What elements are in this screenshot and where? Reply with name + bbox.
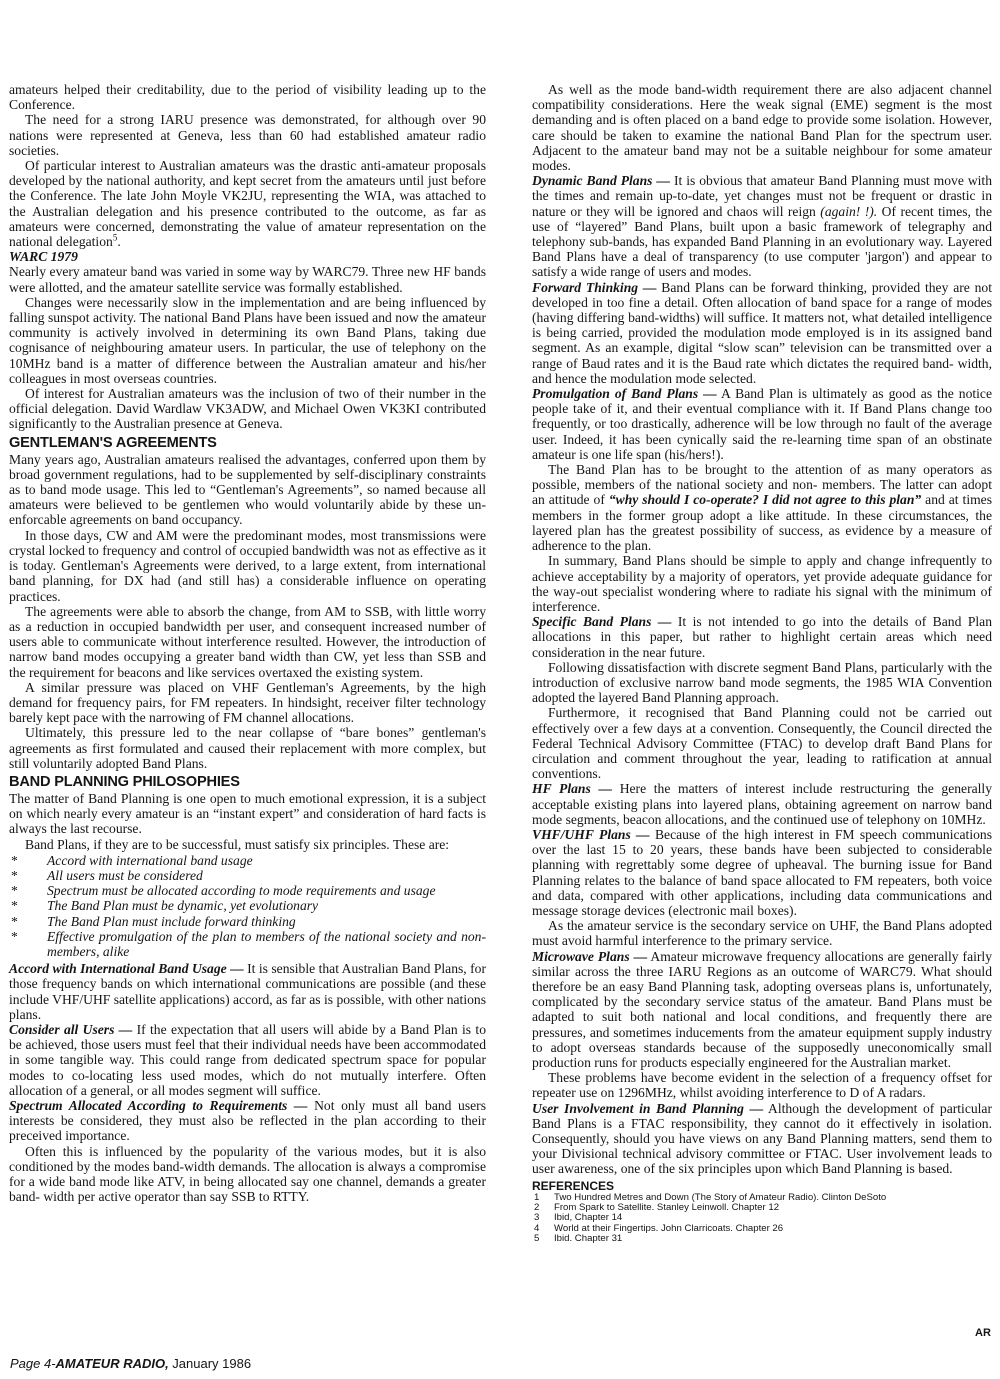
reference-item: 2 From Spark to Satellite. Stanley Leinwoll. Chapter 12 [534,1202,780,1214]
paragraph: HF Plans — Here the matters of interest include restructuring the generally acceptable existing plans into layered plans, obtaining agreement on narrow band mode segments, beacon allocations, and the continued use of telephony on 10MHz. [532,781,992,827]
reference-item: 5 Ibid. Chapter 31 [534,1233,623,1245]
paragraph: Microwave Plans — Amateur microwave frequency allocations are generally fairly similar across the three IARU Regions as an outcome of WARC79. What should therefore be an easy Band Planning task, adopting overseas plans is, unfortunately, complicated by the secondary service status of the amateur. Band Plans must be adapted to suit both national and local conditions, and frequently there are pressures, and sometimes inducements from the amateur equipment supply industry to adopt overseas standards because of the supposedly uneconomically small production runs for products especially engineered for the Australian market. [532,948,992,1070]
paragraph: Ultimately, this pressure led to the near collapse of “bare bones” gentleman's agreements as first formulated and caused their replacement with more complex, but still voluntarily adopted Band Plans. [9,725,486,771]
page-footer [10,1356,251,1371]
issue-date: January 1986 [168,1356,252,1371]
paragraph: In summary, Band Plans should be simple to apply and change infrequently to achieve acceptability by a majority of operators, yet provide adequate guidance for the way-out specialist wondering where to radiate his signal with the minimum of interference. [532,553,992,614]
list-item: * Spectrum must be allocated according to mode requirements and usage [11,883,436,899]
section-heading-band-planning: BAND PLANNING PHILOSOPHIES [9,773,240,790]
paragraph: Nearly every amateur band was varied in some way by WARC79. Three new HF bands were allotted, and the amateur satellite service was formally established. [9,264,486,295]
section-heading-gentlemans-agreements: GENTLEMAN'S AGREEMENTS [9,434,217,451]
paragraph: As well as the mode band-width requirement there are also adjacent channel compatibility considerations. Here the weak signal (EME) segment is the most demanding and is often placed on a band edge to provide some isolation. However, care should be taken to examine the national Band Plan for the spectrum user. Adjacent to the amateur band may not be a suitable neighbour for some amateur modes. [532,82,992,174]
paragraph: Of interest for Australian amateurs was the inclusion of two of their number in the official delegation. David Wardlaw VK3ADW, and Michael Owen VK3KI contributed significantly to the Australian presence at Geneva. [9,386,486,432]
paragraph: Accord with International Band Usage — It is sensible that Australian Band Plans, for those frequency bands on which international communications are possible (and these include VHF/UHF satellite applications) accord, as far as is possible, with other nations plans. [9,961,486,1022]
paragraph: amateurs helped their creditability, due to the period of visibility leading up to the Conference. [9,82,486,113]
paragraph: Dynamic Band Plans — It is obvious that amateur Band Planning must move with the times and remain up-to-date, yet changes must not be frequent or drastic in nature or they will be ignored and chaos will reign (again! !). Of recent times, the use of “layered” Band Plans, built upon a basic framework of telegraphy and telephony sub-bands, has expanded Band Planning in an evolutionary way. Layered Band Plans have a deal of transparency (to use computer 'jargon') and appear to satisfy a wide range of users and modes. [532,173,992,280]
paragraph: As the amateur service is the secondary service on UHF, the Band Plans adopted must avoid harmful interference to the primary service. [532,918,992,949]
paragraph: The matter of Band Planning is one open to much emotional expression, it is a subject on which nearly every amateur is an “instant expert” and consideration of hard facts is always the last recourse. [9,790,486,837]
paragraph: Often this is influenced by the popularity of the various modes, but it is also conditioned by the modes band-width demands. The allocation is always a compromise for a wide band mode like ATV, in being allocated say one channel, demands a greater band- width per active operator than say SSB to RTTY. [9,1143,486,1205]
paragraph: Spectrum Allocated According to Requirements — Not only must all band users interests be considered, they must also be reflected in the plan according to their preceived importance. [9,1098,486,1144]
paragraph: Furthermore, it recognised that Band Planning could not be carried out effectively over a few days at a convention. Consequently, the Council directed the Federal Technical Advisory Committee (FTAC) to develop draft Band Plans for circulation and comment throughout the year, leading to ratification at annual conventions. [532,705,992,782]
principles-list [9,853,486,959]
paragraph: User Involvement in Band Planning — Although the development of particular Band Plans is a FTAC responsibility, they cannot do it effectively in isolation. Consequently, should you have views on any Band Planning matters, send them to your Divisional technical advisory committee or FTAC. User involvement leads to user awareness, one of the six principles upon which Band Planning is based. [532,1100,992,1177]
list-item: * The Band Plan must include forward thinking [11,913,296,929]
paragraph: Following dissatisfaction with discrete segment Band Plans, particularly with the introduction of exclusive narrow band mode segments, the 1985 WIA Convention adopted the layered Band Planning approach. [532,659,992,706]
paragraph: Forward Thinking — Band Plans can be forward thinking, provided they are not developed in too fine a detail. Often allocation of band space for a range of modes (having differing band-widths) will suffice. It matters not, what detailed intelligence is being carried, provided the modulation mode employed is in its assigned band segment. As an example, digital “slow scan” television can be transmitted over a range of Baud rates and it is the Baud rate which dictates the required band- width, and hence the modulation mode selected. [532,279,992,386]
page-number: Page 4- [10,1356,56,1371]
paragraph: Changes were necessarily slow in the implementation and are being influenced by falling sunspot activity. The national Band Plans have been issued and now the amateur community is actively involved in determining its own Band Plans, taking due cognisance of neighbouring amateur users. In particular, the use of telephony on the 10MHz band is a matter of difference between the Australian amateur and his/her colleagues in most overseas countries. [9,294,486,386]
list-item: * All users must be considered [11,867,203,883]
list-item: * Accord with international band usage [11,852,253,868]
paragraph: These problems have become evident in the selection of a frequency offset for repeater use on 1296MHz, whilst avoiding interference to D of A radars. [532,1070,992,1101]
subheading-warc: WARC 1979 [9,249,78,265]
paragraph: Promulgation of Band Plans — A Band Plan is ultimately as good as the notice people take of it, and their eventual compliance with it. If Band Plans change too frequently, or too drastically, adherence will be low through no fault of the average user. Indeed, it has been cynically said the re-learning time span of an obstinate amateur is one life span (his/hers!). [532,386,992,462]
right-column [532,82,992,1245]
left-column [9,82,486,1204]
paragraph: The Band Plan has to be brought to the attention of as many operators as possible, members of the national society and non- members. The latter can adopt an attitude of “why should I co-operate? I did not agree to this plan” and at times members in the former group adopt a like attitude. In these circumstances, the layered plan has the greatest possibility of success, as evidence by a measure of adherence to the plan. [532,462,992,554]
reference-item: 1 Two Hundred Metres and Down (The Story of Amateur Radio). Clinton DeSoto [534,1191,887,1203]
references-heading: REFERENCES [532,1178,615,1193]
paragraph: A similar pressure was placed on VHF Gentleman's Agreements, by the high demand for frequency pairs, for FM repeaters. In hindsight, receiver filter technology barely kept pace with the narrowing of FM channel allocations. [9,679,486,726]
paragraph: The need for a strong IARU presence was demonstrated, for although over 90 nations were represented at Geneva, less than 60 had established amateur radio societies. [9,112,486,158]
list-item: * Effective promulgation of the plan to members of the national society and non-members, alike [11,928,486,959]
paragraph: Specific Band Plans — It is not intended to go into the details of Band Plan allocations in this paper, but rather to highlight certain areas which need consideration in the near future. [532,614,992,660]
paragraph: VHF/UHF Plans — Because of the high interest in FM speech communications over the last 15 to 20 years, these bands have been subjected to considerable planning with regrettably some degree of upheaval. The burning issue for Band Planning relates to the balance of band space allocated to FM repeaters, both voice and data, compared with other applications, including data communications and message storage devices (electronic mail boxes). [532,826,992,918]
paragraph: Consider all Users — If the expectation that all users will abide by a Band Plan is to be achieved, those users must feel that their individual needs have been accommodated in some tangible way. This could range from dedicated spectrum space for popular modes to co-locating less used modes, which do not mutually interfere. Often allocation of a general, or all modes segment will suffice. [9,1021,486,1098]
reference-item: 4 World at their Fingertips. John Clarricoats. Chapter 26 [534,1222,784,1234]
paragraph: Many years ago, Australian amateurs realised the advantages, conferred upon them by broad government regulations, had to be supplemented by self-disciplinary constraints as to band mode usage. This led to “Gentleman's Agreements”, so named because all amateurs were believed to be gentlemen who would voluntarily abide by these un-enforcable agreements on band occupancy. [9,451,486,528]
paragraph: Band Plans, if they are to be successful, must satisfy six principles. These are: [25,836,450,852]
paragraph: In those days, CW and AM were the predominant modes, most transmissions were crystal locked to frequency and control of occupied bandwidth was not as effective as it is today. Gentleman's Agreements were derived, to a large extent, from international band planning, for DX had (and still has) a considerable influence on operating practices. [9,527,486,604]
list-item: * The Band Plan must be dynamic, yet evolutionary [11,898,319,914]
end-mark: AR [975,1327,991,1339]
references-list [532,1193,992,1245]
footnote-ref: 5 [112,232,118,243]
magazine-name: AMATEUR RADIO, [55,1356,169,1371]
paragraph: Of particular interest to Australian amateurs was the drastic anti-amateur proposals developed by the national authority, and kept secret from the amateurs until just before the Conference. The late John Moyle VK2JU, representing the WIA, was attached to the Australian delegation and his presence contributed to the outcome, as far as amateurs were concerned, demonstrating the value of amateur representation on the national delegation$^5$. [9,158,486,250]
reference-item: 3 Ibid, Chapter 14 [534,1212,623,1224]
paragraph: The agreements were able to absorb the change, from AM to SSB, with little worry as a reduction in occupied bandwidth per user, and consequent increased number of users able to communicate without interference resulted. However, the introduction of narrow band modes occupying a greater band width than CW, yet less than SSB and the requirement for beacons and like services overtaxed the existing system. [9,603,486,680]
